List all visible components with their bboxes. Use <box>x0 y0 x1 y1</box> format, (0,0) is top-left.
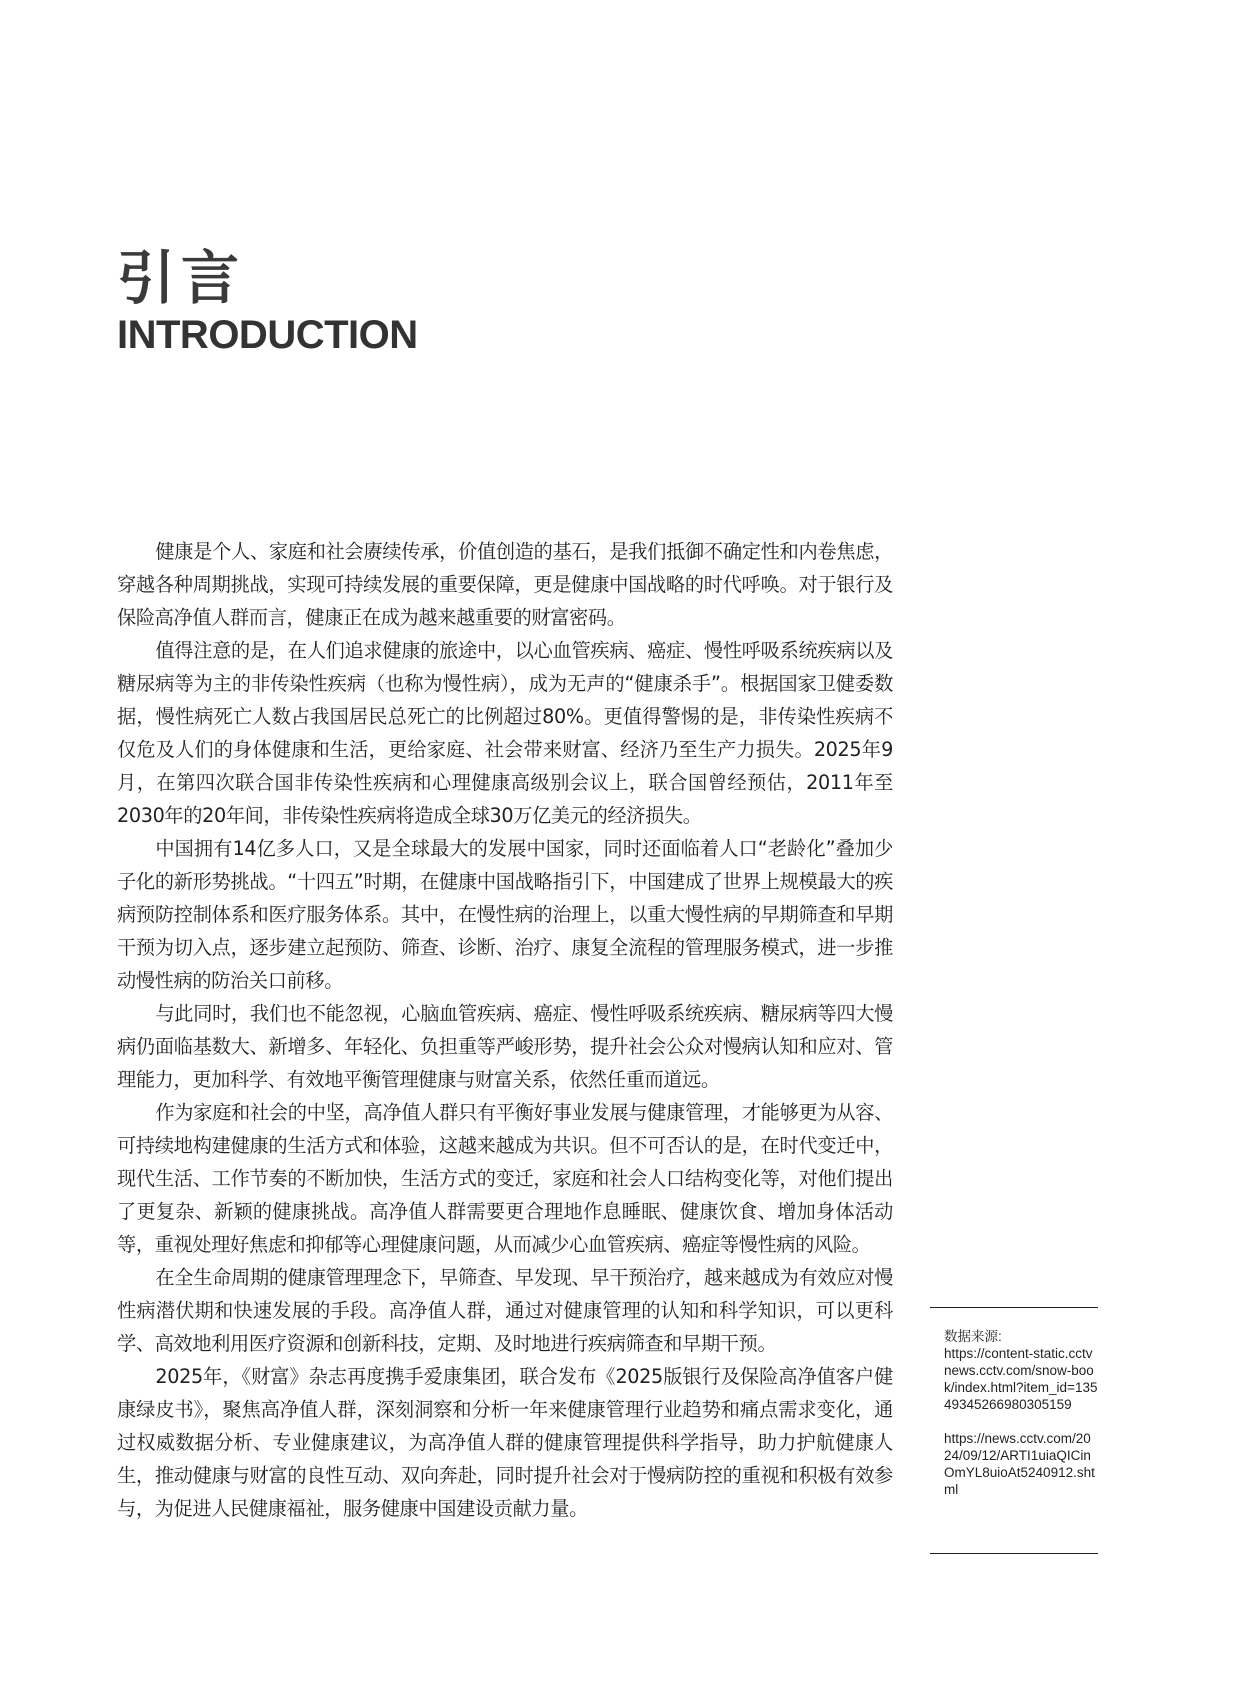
body-paragraph: 2025年，《财富》杂志再度携手爱康集团，联合发布《2025版银行及保险高净值客户健康绿皮书》，聚焦高净值人群，深刻洞察和分析一年来健康管理行业趋势和痛点需求变化，通过权威数据分析、专业健康建议，为高净值人群的健康管理提供科学指导，助力护航健康人生，推动健康与财富的良性互动、双向奔赴，同时提升社会对于慢病防控的重视和积极有效参与，为促进人民健康福祉，服务健康中国建设贡献力量。 <box>117 1365 893 1520</box>
page-title-english: INTRODUCTION <box>117 313 418 357</box>
sources-label: 数据来源: <box>944 1329 1002 1344</box>
body-paragraph: 与此同时，我们也不能忽视，心脑血管疾病、癌症、慢性呼吸系统疾病、糖尿病等四大慢病仍面临基数大、新增多、年轻化、负担重等严峻形势，提升社会公众对慢病认知和应对、管理能力，更加科学、有效地平衡管理健康与财富关系，依然任重而道远。 <box>117 1002 893 1091</box>
body-paragraph: 值得注意的是，在人们追求健康的旅途中，以心血管疾病、癌症、慢性呼吸系统疾病以及糖尿病等为主的非传染性疾病（也称为慢性病），成为无声的“健康杀手”。根据国家卫健委数据，慢性病死亡人数占我国居民总死亡的比例超过80%。更值得警惕的是，非传染性疾病不仅危及人们的身体健康和生活，更给家庭、社会带来财富、经济乃至生产力损失。2025年9月，在第四次联合国非传染性疾病和心理健康高级别会议上，联合国曾经预估，2011年至2030年的20年间，非传染性疾病将造成全球30万亿美元的经济损失。 <box>117 639 893 827</box>
body-paragraph: 中国拥有14亿多人口，又是全球最大的发展中国家，同时还面临着人口“老龄化”叠加少子化的新形势挑战。“十四五”时期，在健康中国战略指引下，中国建成了世界上规模最大的疾病预防控制体系和医疗服务体系。其中，在慢性病的治理上，以重大慢性病的早期筛查和早期干预为切入点，逐步建立起预防、筛查、诊断、治疗、康复全流程的管理服务模式，进一步推动慢性病的防治关口前移。 <box>117 837 893 992</box>
source-link[interactable]: https://news.cctv.com/2024/09/12/ARTI1uiaQICinOmYL8uioAt5240912.shtml <box>944 1431 1095 1497</box>
body-paragraph: 健康是个人、家庭和社会赓续传承，价值创造的基石，是我们抵御不确定性和内卷焦虑，穿越各种周期挑战，实现可持续发展的重要保障，更是健康中国战略的时代呼唤。对于银行及保险高净值人群而言，健康正在成为越来越重要的财富密码。 <box>117 540 893 629</box>
page-title-block <box>117 246 418 358</box>
body-paragraph: 在全生命周期的健康管理理念下，早筛查、早发现、早干预治疗，越来越成为有效应对慢性病潜伏期和快速发展的手段。高净值人群，通过对健康管理的认知和科学知识，可以更科学、高效地利用医疗资源和创新科技，定期、及时地进行疾病筛查和早期干预。 <box>117 1266 893 1355</box>
introduction-body <box>117 535 893 1525</box>
sources-spacer <box>944 1413 1098 1430</box>
body-paragraph: 作为家庭和社会的中坚，高净值人群只有平衡好事业发展与健康管理，才能够更为从容、可持续地构建健康的生活方式和体验，这越来越成为共识。但不可否认的是，在时代变迁中，现代生活、工作节奏的不断加快，生活方式的变迁，家庭和社会人口结构变化等，对他们提出了更复杂、新颖的健康挑战。高净值人群需要更合理地作息睡眠、健康饮食、增加身体活动等，重视处理好焦虑和抑郁等心理健康问题，从而减少心血管疾病、癌症等慢性病的风险。 <box>117 1101 893 1256</box>
data-sources-note <box>930 1307 1098 1554</box>
source-link[interactable]: https://content-static.cctvnews.cctv.com/snow-book/index.html?item_id=13549345266980305159 <box>944 1346 1098 1412</box>
page-title-chinese: 引言 <box>117 244 246 312</box>
